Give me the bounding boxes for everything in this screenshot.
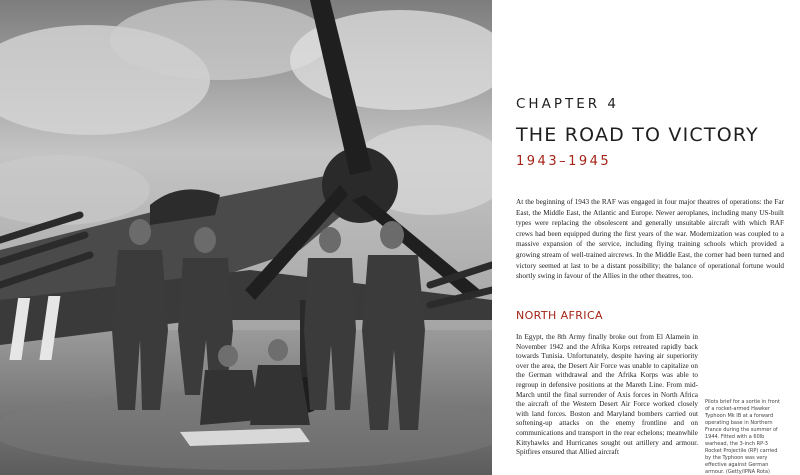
section-paragraph: In Egypt, the 8th Army finally broke out from El Alamein in November 1942 and the Afrika Korps retreated rapidly back towards Tunisia. Unfortunately, despite having air superiority over the area, the Desert Air Force was unable to capitalize on the German withdrawal and the Afrika Korps was able to regroup in defensive positions at the Mareth Line. From mid-March until the final surrender of Axis forces in North Africa the aircraft of the Western Desert Air Force worked closely with land forces. Boston and Maryland bombers carried out softening-up attacks on the enemy frontline and on communications and transport in the rear echelons; meanwhile Kittyhawks and Hurricanes sought out artillery and armour. Spitfires ensured that Allied aircraft bbox=[516, 333, 698, 457]
chapter-years: 1943–1945 bbox=[516, 154, 612, 169]
photo-caption: Pilots brief for a sortie in front of a rocket-armed Hawker Typhoon Mk IB at a forward operating base in Northern France during the summer of 1944. Fitted with a 60lb warhead, the 3-inch RP-3 Rocket Projectile (RP) carried by the Typhoon was very effective against German armour. (Getty/IPNA Rota) bbox=[705, 399, 780, 475]
intro-paragraph: At the beginning of 1943 the RAF was engaged in four major theatres of operations: the Far East, the Middle East, the Atlantic and Europe. Newer aeroplanes, including many US-built types were replacing the obsolescent and generally unsuitable aircraft with which RAF crews had been equipped during the first years of the war. Modernization was coupled to a massive expansion of the service, including flying training schools which provided a growing stream of well-trained aircrews. In the Middle East, the corner had been turned and victory seemed at last to be a distant possibility; the balance of operational fortune would shortly swing in favour of the Allies in the other theatres, too. bbox=[516, 198, 784, 281]
section-heading: NORTH AFRICA bbox=[516, 309, 603, 322]
chapter-title: THE ROAD TO VICTORY bbox=[516, 124, 759, 146]
chapter-label: CHAPTER 4 bbox=[516, 96, 619, 112]
